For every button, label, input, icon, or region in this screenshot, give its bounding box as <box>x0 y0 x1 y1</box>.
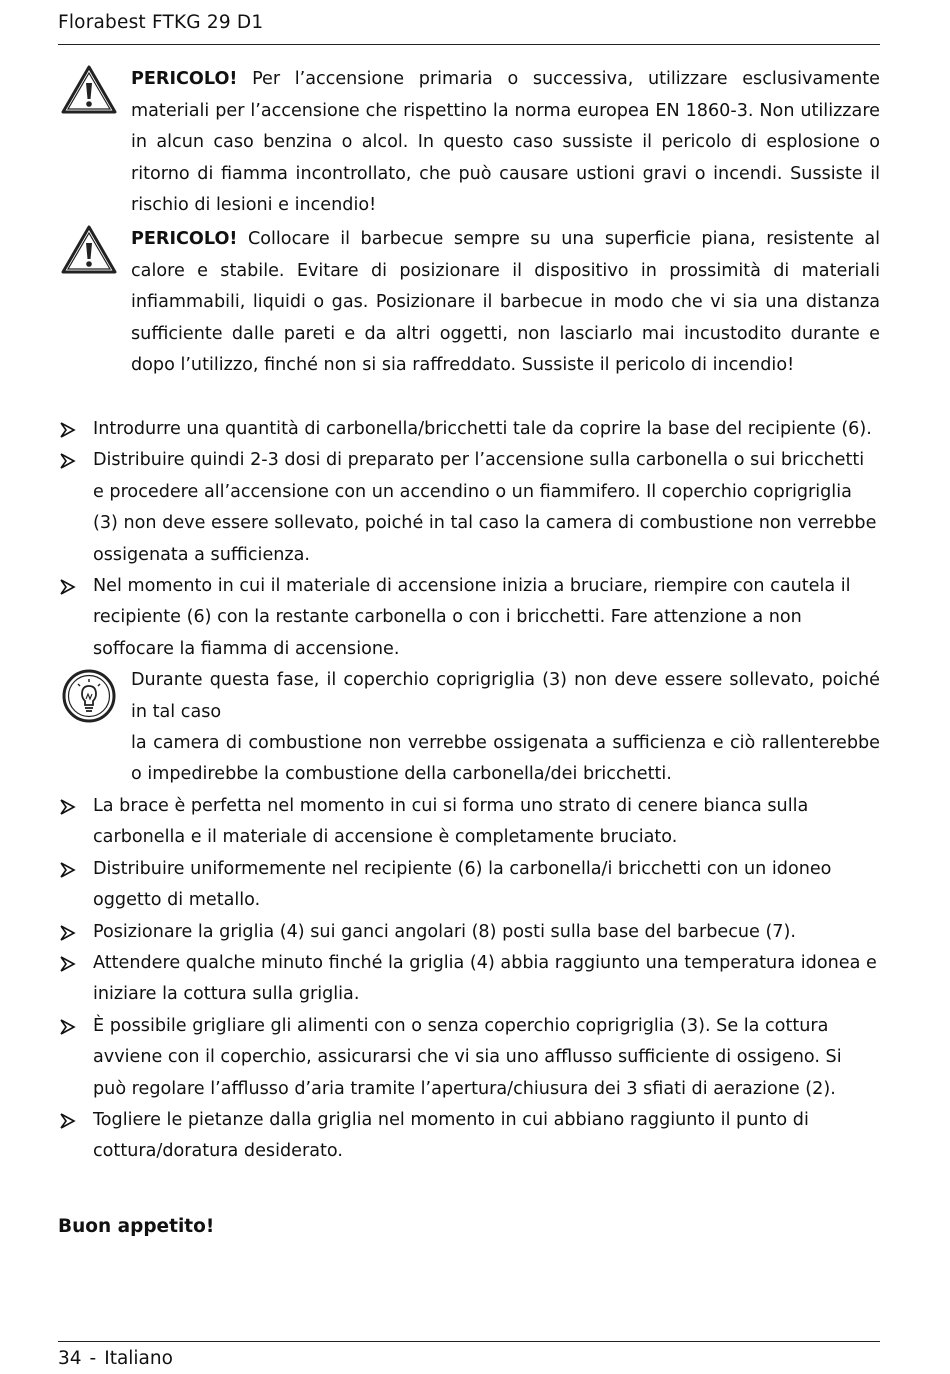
warning-triangle-icon <box>60 224 118 276</box>
list-item <box>58 1011 880 1105</box>
step-text: È possibile grigliare gli alimenti con o senza coperchio coprigriglia (3). Se la cottura avviene con il coperchio, assicurarsi che vi sia uno afflusso sufficiente di ossigeno. Si può regolare l’afflusso d’aria tramite l’apertura/chiusura dei 3 sfiati di aerazione (2). <box>93 1015 842 1099</box>
step-text: Introdurre una quantità di carbonella/bricchetti tale da coprire la base del recipiente (6). <box>93 419 872 439</box>
closing-text: Buon appetito! <box>58 1216 215 1237</box>
danger-label: PERICOLO! <box>131 69 238 89</box>
footer-rule <box>58 1341 880 1342</box>
arrow-bullet-icon <box>58 917 78 948</box>
list-item <box>58 948 880 1011</box>
arrow-bullet-icon <box>58 445 78 476</box>
list-item <box>58 854 880 917</box>
arrow-bullet-icon <box>58 948 78 979</box>
tip-line-2: la camera di combustione non verrebbe ossigenata a sufficienza e ciò rallenterebbe o impedirebbe la combustione della carbonella/dei bricchetti. <box>131 733 880 785</box>
danger-text: Per l’accensione primaria o successiva, utilizzare esclusivamente materiali per l’accensione che rispettino la norma europea EN 1860-3. Non utilizzare in alcun caso benzina o alcol. In questo caso sussiste il pericolo di esplosione o ritorno di fiamma incontrollato, che può causare ustioni gravi o incendi. Sussiste il rischio di lesioni e incendio! <box>131 69 880 216</box>
arrow-bullet-icon <box>58 1105 78 1136</box>
page-number: 34 <box>58 1348 82 1369</box>
tip-line-1: Durante questa fase, il coperchio coprigriglia (3) non deve essere sollevato, poiché in tal caso <box>131 670 880 722</box>
danger-label: PERICOLO! <box>131 229 238 249</box>
arrow-bullet-icon <box>58 1011 78 1042</box>
step-text: Distribuire uniformemente nel recipiente (6) la carbonella/i bricchetti con un idoneo oggetto di metallo. <box>93 858 832 911</box>
list-item <box>58 917 880 948</box>
step-text: Togliere le pietanze dalla griglia nel momento in cui abbiano raggiunto il punto di cottura/doratura desiderato. <box>93 1109 809 1162</box>
arrow-bullet-icon <box>58 414 78 445</box>
footer-language: Italiano <box>104 1348 173 1369</box>
tip-note <box>58 665 880 791</box>
step-text: Posizionare la griglia (4) sui ganci angolari (8) posti sulla base del barbecue (7). <box>93 921 796 942</box>
danger-notice-1 <box>58 64 880 222</box>
page-header-title: Florabest FTKG 29 D1 <box>58 12 264 33</box>
instruction-steps <box>58 414 880 1168</box>
header-rule <box>58 44 880 45</box>
page-footer <box>58 1348 173 1369</box>
list-item <box>58 571 880 665</box>
danger-text: Collocare il barbecue sempre su una superficie piana, resistente al calore e stabile. Evitare di posizionare il dispositivo in prossimità di materiali infiammabili, liquidi o gas. Posizionare il barbecue in modo che vi sia una distanza sufficiente dalle pareti e da altri oggetti, non lasciarlo mai incustodito durante e dopo l’utilizzo, finché non si sia raffreddato. Sussiste il pericolo di incendio! <box>131 229 880 376</box>
step-text: Nel momento in cui il materiale di accensione inizia a bruciare, riempire con cautela il recipiente (6) con la restante carbonella o con i bricchetti. Fare attenzione a non soffocare la fiamma di accensione. <box>93 576 851 659</box>
warning-triangle-icon <box>60 64 118 116</box>
step-text: La brace è perfetta nel momento in cui si forma uno strato di cenere bianca sulla carbonella e il materiale di accensione è completamente bruciato. <box>93 795 809 848</box>
list-item <box>58 791 880 854</box>
arrow-bullet-icon <box>58 854 78 885</box>
step-text: Distribuire quindi 2-3 dosi di preparato per l’accensione sulla carbonella o sui bricchetti e procedere all’accensione con un accendino o un fiammifero. Il coperchio coprigriglia (3) non deve essere sollevato, poiché in tal caso la camera di combustione non verrebbe ossigenata a sufficienza. <box>93 450 877 565</box>
arrow-bullet-icon <box>58 571 78 602</box>
footer-separator: - <box>89 1348 97 1369</box>
step-text: Attendere qualche minuto finché la griglia (4) abbia raggiunto una temperatura idonea e iniziare la cottura sulla griglia. <box>93 952 877 1005</box>
list-item <box>58 445 880 571</box>
danger-notice-2 <box>58 224 880 382</box>
arrow-bullet-icon <box>58 791 78 822</box>
list-item <box>58 414 880 445</box>
lightbulb-icon <box>62 669 116 723</box>
list-item <box>58 1105 880 1168</box>
